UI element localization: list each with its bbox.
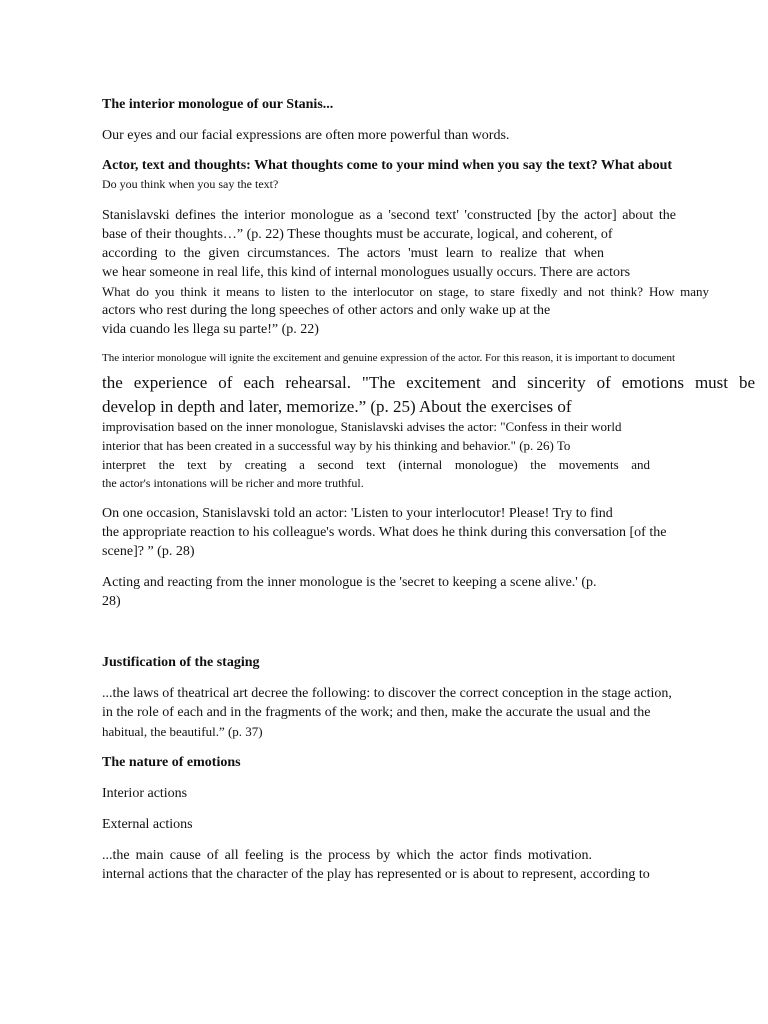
- paragraph-line: according to the given circumstances. The actors 'must learn to realize that when: [102, 246, 604, 261]
- paragraph-line: interior that has been created in a successful way by his thinking and behavior." (p. 26) To: [102, 438, 571, 453]
- paragraph-line: the experience of each rehearsal. "The excitement and sincerity of emotions must be: [102, 373, 755, 392]
- paragraph-line: Acting and reacting from the inner monologue is the 'secret to keeping a scene alive.' (p.: [102, 575, 597, 590]
- paragraph-line: interpret the text by creating a second text (internal monologue) the movements and: [102, 457, 650, 472]
- heading-nature-emotions: The nature of emotions: [102, 755, 241, 770]
- paragraph-line: improvisation based on the inner monologue, Stanislavski advises the actor: "Confess in their world: [102, 419, 622, 434]
- paragraph-line: ...the main cause of all feeling is the process by which the actor finds motivation.: [102, 848, 592, 863]
- paragraph-line: the appropriate reaction to his colleague's words. What does he think during this conversation [of the: [102, 525, 667, 540]
- paragraph-line: habitual, the beautiful.” (p. 37): [102, 724, 263, 739]
- heading-justification-staging: Justification of the staging: [102, 655, 260, 670]
- heading-interior-monologue: The interior monologue of our Stanis...: [102, 97, 334, 112]
- paragraph-line: Stanislavski defines the interior monologue as a 'second text' 'constructed [by the actor] about the: [102, 208, 676, 223]
- paragraph-line: scene]? ” (p. 28): [102, 544, 195, 559]
- paragraph-line: The interior monologue will ignite the excitement and genuine expression of the actor. For this reason, it is important to document: [102, 352, 676, 364]
- paragraph-line: actors who rest during the long speeches of other actors and only wake up at the: [102, 303, 551, 318]
- paragraph-line: develop in depth and later, memorize.” (p. 25) About the exercises of: [102, 397, 572, 416]
- paragraph-line: Interior actions: [102, 786, 188, 801]
- paragraph-line: 28): [102, 594, 121, 609]
- paragraph-line: the actor's intonations will be richer and more truthful.: [102, 476, 364, 490]
- paragraph-line: we hear someone in real life, this kind of internal monologues usually occurs. There are actors: [102, 265, 631, 280]
- paragraph-line: Do you think when you say the text?: [102, 177, 279, 191]
- paragraph-line: in the role of each and in the fragments of the work; and then, make the accurate the usual and the: [102, 705, 651, 720]
- paragraph-line: On one occasion, Stanislavski told an actor: 'Listen to your interlocutor! Please! Try to find: [102, 506, 613, 521]
- paragraph-line: vida cuando les llega su parte!” (p. 22): [102, 322, 319, 337]
- paragraph-line: base of their thoughts…” (p. 22) These thoughts must be accurate, logical, and coherent, of: [102, 227, 613, 242]
- paragraph-line: What do you think it means to listen to the interlocutor on stage, to stare fixedly and not think? How many: [102, 284, 709, 299]
- paragraph-line: Our eyes and our facial expressions are often more powerful than words.: [102, 128, 510, 143]
- paragraph-line: ...the laws of theatrical art decree the following: to discover the correct conception in the stage action,: [102, 686, 672, 701]
- heading-actor-text-thoughts: Actor, text and thoughts: What thoughts come to your mind when you say the text? What about: [102, 158, 673, 173]
- paragraph-line: External actions: [102, 817, 193, 832]
- paragraph-line: internal actions that the character of the play has represented or is about to represent, according to: [102, 867, 650, 882]
